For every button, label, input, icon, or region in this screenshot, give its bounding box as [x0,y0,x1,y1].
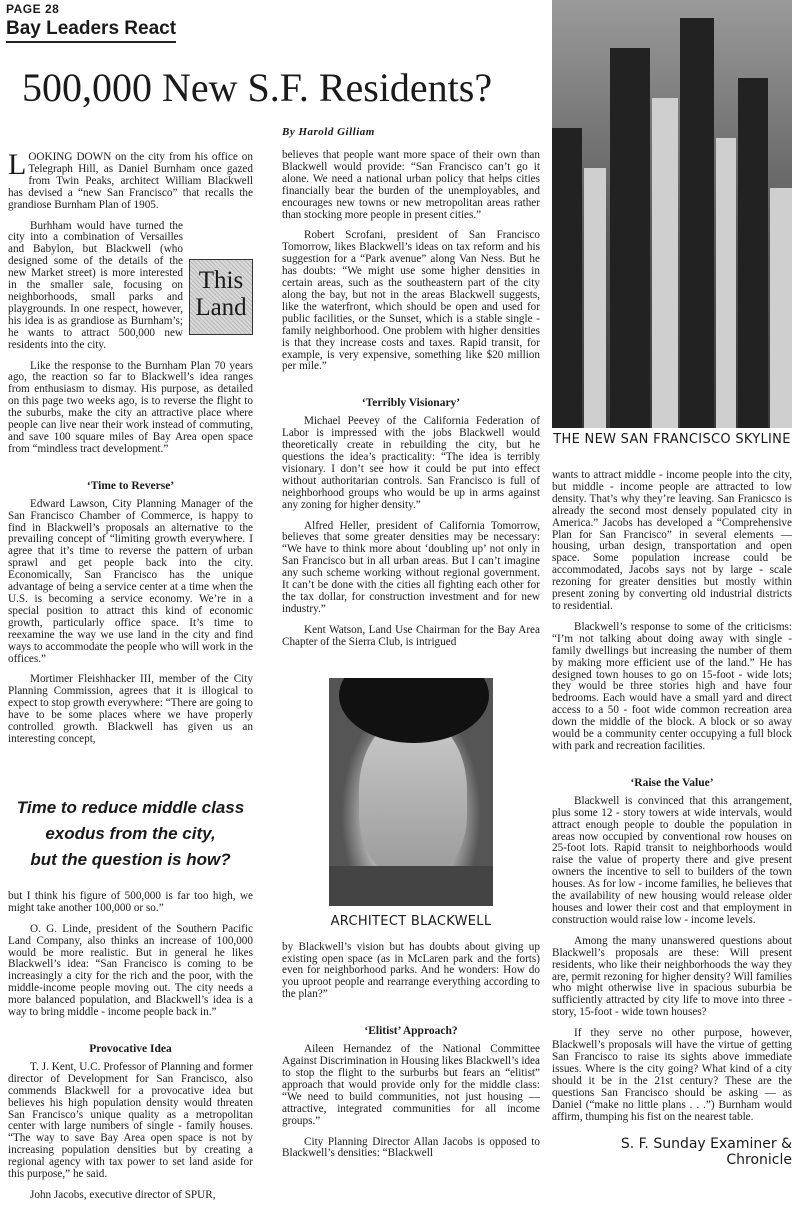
subheading: Provocative Idea [89,1042,172,1055]
paragraph [8,148,253,212]
paragraph: John Jacobs, executive director of SPUR, [30,1189,216,1201]
skyline-caption: THE NEW SAN FRANCISCO SKYLINE [553,432,791,447]
pull-quote-line: Time to reduce middle class [16,797,245,817]
portrait-photo [329,678,493,906]
paragraph: Robert Scrofani, president of San Francisco Tomorrow, likes Blackwell’s ideas on tax reform and his suggestion for a “Park avenue” along Van Ness. But he has doubts: “We might use some higher densities in certain areas, such as the southeastern part of the city along the bay, but not in the areas Blackwell suggests, like the waterfront, which should be open and used for public facilities, or the Sunset, which is a stable single - family neighborhood. One problem with higher densities is that they increase costs and taxes. Rapid transit, for example, is very expensive, something like $20 million per mile.” [282,229,540,373]
section-kicker: Bay Leaders React [6,18,176,43]
paragraph: T. J. Kent, U.C. Professor of Planning and former director of Development for San Francisco, also commends Blackwell for a provocative idea but believes his high population density would threaten San Francisco’s unique quality as a metropolitan center with large numbers of single - family houses. “The way to save Bay Area open space is not by increasing population densities but by creating a regional agency with tax power to set land aside for this purpose,” he said. [8,1060,253,1181]
paragraph: believes that people want more space of their own than Blackwell would provide: “San Francisco can’t go it alone. We need a national urban policy that helps cities financially bear the burden of the unemployables, and encourages new towns or new metropolitan areas rather than stocking more people in present cities.” [282,149,540,221]
logo-line: Land [195,293,247,321]
paragraph: Burhham would have turned the city into a combination of Versailles and Babylon, but Blackwell (who designed some of the details of the new Market street) is more interested in the smaller sale, focusing on neighborhoods, small parks and playgrounds. In one respect, however, his idea is as grandiose as Burnham’s; he wants to attract 500,000 new residents into the city. [8,219,183,351]
subheading: ‘Time to Reverse’ [86,479,175,492]
subheading: ‘Raise the Value’ [630,776,714,789]
paragraph: City Planning Director Allan Jacobs is opposed to Blackwell’s densities: “Blackwell [282,1135,540,1160]
column-3 [552,0,792,1168]
paragraph: Edward Lawson, City Planning Manager of the San Francisco Chamber of Commerce, is happy to find in Blackwell’s proposals an alternative to the prevailing concept of “limiting growth everywhere. I agree that it’s time to reverse the pattern of urban sprawl and get people back into the city. Economically, San Francisco has the unique advantage of being a service center at a time when the U.S. is becoming a service economy. We’re in a special position to attract this kind of economic growth, particularly office space. It’s time to reexamine the way we use land in the city and find ways to accommodate the people who will work in the offices.” [8,497,253,665]
subheading: ‘Terribly Visionary’ [361,397,461,410]
paragraph: Like the response to the Burnham Plan 70 years ago, the reaction so far to Blackwell’s idea ranges from enthusiasm to dismay. His purpose, as detailed on this page two weeks ago, is to reverse the flight to the suburbs, make the city an attractive place where people can live near their work instead of commuting, and save 100 square miles of Bay Area open space from “mindless tract development.” [8,359,253,455]
paragraph: but I think his figure of 500,000 is far too high, we might take another 100,000 or so.” [8,889,253,914]
byline: By Harold Gilliam [282,126,375,138]
this-land-column-logo [189,259,253,335]
paragraph-with-logo [8,221,253,361]
page-number: PAGE 28 [6,2,60,16]
paragraph: Among the many unanswered questions about Blackwell’s proposals are these: Will present residents, who like their neighborhoods the way they are, permit rezoning for higher density? Will families who might otherwise live in spacious suburbia be sufficiently attracted by city life to move into three - story, 15-foot - wide town houses? [552,934,792,1019]
logo-line: This [198,266,244,294]
paragraph: Mortimer Fleishhacker III, member of the City Planning Commission, agrees that it is illogical to expect to stop growth everywhere: “There are going to have to be some places where we have properly controlled growth. Blackwell has given us an interesting concept, [8,673,253,745]
paragraph: Michael Peevey of the California Federation of Labor is impressed with the jobs Blackwell would theoretically create in rebuilding the city, but he questions the idea’s practicality: “The idea is terribly visionary. I don’t see how it could be put into effect without authoritarian controls. San Francisco is full of neighborhood groups who would be up in arms against any zoning for higher density.” [282,415,540,511]
column-2 [282,150,540,1169]
paragraph: Kent Watson, Land Use Chairman for the Bay Area Chapter of the Sierra Club, is intrigued [282,623,540,648]
paragraph: Alfred Heller, president of California Tomorrow, believes that some greater densities may be necessary: “We have to think more about ‘doubling up’ not only in San Francisco but in all urban areas. But I can’t imagine any such scheme working without regional government. It can’t be done with the cities all fighting each other for the tax dollar, for construction investment and for new industry.” [282,519,540,615]
pull-quote-line: exodus from the city, [45,823,216,843]
headline: 500,000 New S.F. Residents? [22,65,493,110]
portrait-caption: ARCHITECT BLACKWELL [330,913,492,929]
paragraph: Blackwell is convinced that this arrangement, plus some 12 - story towers at wide intervals, would attract enough people to double the population in areas now occupied by conventional row houses on 25-foot lots. Rapid transit to neighborhoods would raise the value of property there and give present owners the incentive to sell to builders of the town houses. As for low - income families, he believes that the availability of new housing would release older houses and lower their cost and that employment in construction would raise low - income levels. [552,794,792,926]
column-1 [8,148,253,1211]
pull-quote-line: but the question is how? [30,849,231,869]
paragraph: Blackwell’s response to some of the criticisms: “I’m not talking about doing away with single - family dwellings but increasing the number of them by making more efficient use of the land.” He has designed town houses to go on 15-foot - wide lots; they would be three stories high and have four bedrooms. Each would have a small yard and direct access to a 50 - foot wide common recreation area down the middle of the block. A block or so away would be a community center occupying a full block with park and recreation facilities. [552,620,792,752]
publication-signature: S. F. Sunday Examiner & Chronicle [620,1136,792,1169]
paragraph: Aileen Hernandez of the National Committee Against Discrimination in Housing likes Blackwell’s idea to stop the flight to the surburbs but fears an “elitist” approach that would provide only for the middle class: “We need to build communities, not just housing — attractive, integrated communities for all income groups.” [282,1043,540,1127]
paragraph-text: OOKING DOWN on the city from his office on Telegraph Hill, as Daniel Burnham once gazed from Twin Peaks, architect William Blackwell has devised a “new San Francisco” that recalls the grandiose Burnham Plan of 1905. [8,151,253,211]
drop-cap: L [8,148,27,181]
paragraph: by Blackwell’s vision but has doubts about giving up existing open space (as in McLaren park and the forts) even for neighborhood parks. And he wonders: How do you uproot people and rearrange everything according to the plan?” [282,940,540,1001]
paragraph: O. G. Linde, president of the Southern Pacific Land Company, also thinks an increase of 100,000 would be more realistic. But in general he likes Blackwell’s idea: “San Francisco is coming to be increasingly a city for the rich and the poor, with the middle-income people moving out. The city needs a more balanced population, and Blackwell’s idea is a way to bring middle - income people back in.” [8,922,253,1019]
subheading: ‘Elitist’ Approach? [364,1025,458,1038]
skyline-photo [552,0,792,428]
paragraph: wants to attract middle - income people into the city, but middle - income people are attracted to low density. That’s why they’re leaving. San Franicsco is already the second most densely populated city in America.” Jacobs has developed a “Comprehensive Plan for San Francisco” in several elements — housing, urban design, transportation and open space. Some population increase could be accommodated, Jacobs says not by large - scale rezoning for greater densities but mostly within present zoning by converting old industrial districts to residential. [552,469,792,612]
pull-quote [8,795,253,873]
paragraph: If they serve no other purpose, however, Blackwell’s proposals will have the virtue of getting San Francisco to raise its sights above immediate issues. Where is the city going? What kind of a city should it be in the 21st century? These are the questions San Francisco should be asking — as Daniel (“make no little plans . . .”) Burnham would affirm, thumping his fist on the nearest table. [552,1027,792,1123]
